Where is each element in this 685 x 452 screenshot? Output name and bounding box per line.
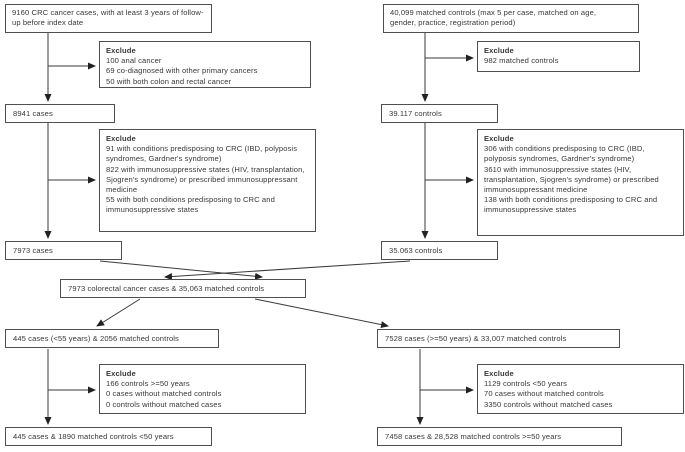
connector-7973-to-combined xyxy=(100,261,262,277)
box-cases-initial: 9160 CRC cancer cases, with at least 3 years of follow-up before index date xyxy=(5,4,212,33)
box-controls-step2: 39.117 controls xyxy=(381,104,498,123)
exclude-box-controls-2 xyxy=(477,129,684,236)
exclude-line: 1129 controls <50 years xyxy=(484,379,567,389)
exclude-box-older xyxy=(477,364,684,414)
box-cases-step2: 8941 cases xyxy=(5,104,115,123)
exclude-line: 69 co-diagnosed with other primary cancers xyxy=(106,66,258,76)
box-controls-initial: 40,099 matched controls (max 5 per case, matched on age, gender, practice, registration period) xyxy=(383,4,639,33)
exclude-box-cases-1 xyxy=(99,41,311,88)
exclude-heading: Exclude xyxy=(106,134,136,143)
exclude-line: 55 with both conditions predisposing to CRC and immunosuppressive states xyxy=(106,195,275,215)
exclude-line: 138 with both conditions predisposing to CRC and immunosuppressive states xyxy=(484,195,658,215)
exclude-line: 166 controls >=50 years xyxy=(106,379,190,389)
box-controls-step3: 35.063 controls xyxy=(381,241,498,260)
box-older-final: 7458 cases & 28,528 matched controls >=50 years xyxy=(377,427,622,446)
exclude-line: 0 controls without matched cases xyxy=(106,399,222,409)
box-younger-final: 445 cases & 1890 matched controls <50 years xyxy=(5,427,212,446)
exclude-line: 0 cases without matched controls xyxy=(106,389,222,399)
exclude-line: 982 matched controls xyxy=(484,56,559,66)
exclude-line: 50 with both colon and rectal cancer xyxy=(106,76,232,86)
box-older-group: 7528 cases (>=50 years) & 33,007 matched controls xyxy=(377,329,620,348)
exclude-line: 3350 controls without matched cases xyxy=(484,399,613,409)
exclude-line: 3610 with immunosuppressive states (HIV, transplantation, Sjogren's syndrome) or prescribed immunosuppressant medicine xyxy=(484,164,659,195)
exclude-box-younger xyxy=(99,364,306,414)
connector-35063-to-combined xyxy=(165,261,410,277)
exclude-heading: Exclude xyxy=(106,46,136,55)
box-combined: 7973 colorectal cancer cases & 35,063 matched controls xyxy=(60,279,306,298)
exclude-heading: Exclude xyxy=(484,134,514,143)
box-cases-step3: 7973 cases xyxy=(5,241,122,260)
connector-combined-to-younger xyxy=(97,299,140,326)
exclude-heading: Exclude xyxy=(106,369,136,378)
box-younger-group: 445 cases (<55 years) & 2056 matched controls xyxy=(5,329,219,348)
exclude-line: 822 with immunosuppressive states (HIV, transplantation, Sjogren's syndrome) or prescribed immunosuppressant medicine xyxy=(106,164,305,195)
exclude-line: 306 with conditions predisposing to CRC (IBD, polyposis syndromes, Gardner's syndrome) xyxy=(484,144,645,164)
exclude-line: 70 cases without matched controls xyxy=(484,389,604,399)
exclude-heading: Exclude xyxy=(484,46,514,55)
exclude-line: 100 anal cancer xyxy=(106,56,162,66)
connector-combined-to-older xyxy=(255,299,388,326)
exclude-box-cases-2 xyxy=(99,129,316,232)
exclude-box-controls-1 xyxy=(477,41,640,72)
exclude-line: 91 with conditions predisposing to CRC (IBD, polyposis syndromes, Gardner's syndrome) xyxy=(106,144,298,164)
exclude-heading: Exclude xyxy=(484,369,514,378)
